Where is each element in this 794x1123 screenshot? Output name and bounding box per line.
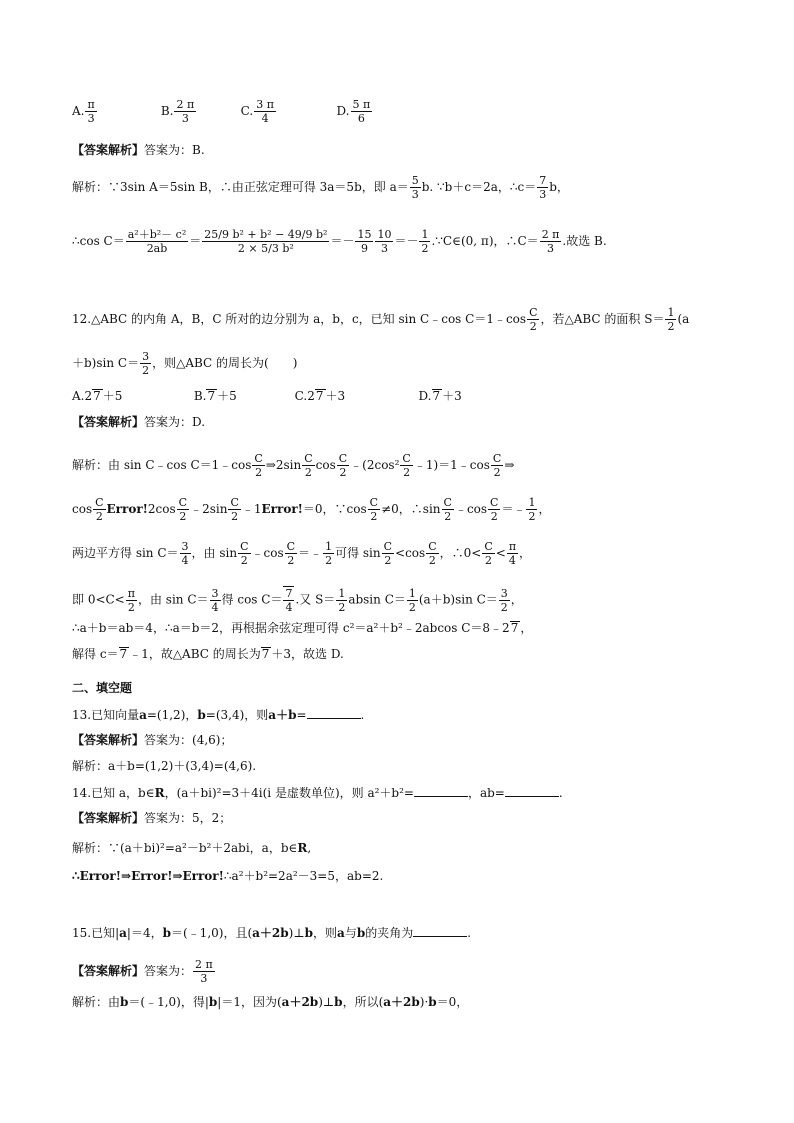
denominator: 2: [382, 553, 394, 567]
text: 14.已知 a，b∈: [72, 786, 155, 800]
numerator: C: [304, 452, 313, 465]
numerator: π: [127, 586, 135, 600]
fraction: [540, 228, 562, 255]
text: ＝－: [394, 234, 419, 248]
fraction: [193, 958, 215, 985]
answer-text: 答案为：5，2；: [144, 811, 232, 825]
text: 解析：∵(a＋bi)²=a²－b²＋2abi，a，b∈: [72, 841, 298, 855]
answer-label: 【答案解析】: [72, 811, 145, 825]
numerator: 5 π: [352, 98, 371, 111]
denominator: 2: [488, 509, 500, 523]
answer-text: 答案为：(4,6)；: [144, 733, 233, 747]
text: ，则△ABC 的周长为( ): [152, 356, 298, 370]
option-letter: D.: [418, 389, 432, 403]
fraction: [527, 306, 539, 333]
text: ﹣1: [241, 502, 262, 516]
fraction: [375, 228, 393, 255]
fraction: [202, 228, 329, 255]
denominator: 3: [85, 111, 96, 125]
numerator: C: [443, 496, 452, 509]
numerator: 3 π: [256, 98, 274, 111]
vector-expr: a＋2b: [383, 995, 420, 1009]
denominator: 2: [426, 553, 438, 567]
text: ＝(﹣1,0)，得|: [128, 995, 209, 1009]
denominator: 4: [181, 554, 189, 567]
fraction: [126, 587, 137, 614]
vector-b: b: [428, 995, 437, 1009]
q14-solution-line1: [72, 840, 311, 856]
numerator: 1: [408, 586, 416, 600]
option-letter: A.: [72, 104, 85, 118]
fraction: [337, 452, 349, 479]
denominator: 2: [142, 364, 150, 377]
fraction: [254, 98, 276, 125]
fraction: [482, 540, 494, 567]
q12-solution-line5: [72, 620, 532, 636]
numerator: π: [87, 98, 95, 111]
q11-options: [72, 98, 373, 125]
text: ，: [538, 502, 551, 516]
numerator: 7: [539, 174, 547, 187]
text: ＋3: [325, 389, 346, 403]
q14-solution-line2: [72, 868, 383, 884]
q12-solution-line4: [72, 586, 523, 614]
q15-answer: [72, 958, 216, 985]
denominator: 2: [527, 319, 539, 333]
numerator-sqrt: 7: [285, 587, 293, 600]
text: ＋5: [217, 389, 237, 403]
numerator: 5: [411, 174, 419, 187]
text: .: [558, 786, 563, 800]
text: ∴cos C＝: [72, 234, 125, 248]
option-letter: D.: [336, 104, 350, 118]
text: ＋3: [442, 389, 462, 403]
sqrt: 7: [315, 389, 324, 403]
text: 12.△ABC 的内角 A，B，C 所对的边分别为 a，b，c，已知 sin C﹣cos C＝1﹣cos: [72, 312, 527, 326]
text: .∵C∈(0, π)，∴C＝: [431, 234, 539, 248]
fraction: [336, 587, 347, 614]
text: ＋3，故选 D.: [271, 647, 344, 661]
numerator: C: [383, 540, 393, 553]
text: <cos: [395, 546, 426, 560]
denominator: 2: [285, 553, 297, 567]
text: ，: [519, 546, 532, 560]
numerator: C: [492, 452, 502, 465]
fraction: [351, 98, 373, 125]
text: ，若△ABC 的面积 S＝: [540, 312, 665, 326]
sqrt: 7: [261, 647, 270, 661]
numerator: C: [402, 452, 411, 465]
text: b，: [549, 180, 569, 194]
text: )⊥: [318, 995, 335, 1009]
denominator: 2: [408, 600, 416, 614]
vector-b: b: [304, 926, 314, 940]
denominator: 3: [411, 188, 419, 201]
vector-b: b: [162, 926, 171, 940]
text: ﹣1，故△ABC 的周长为: [129, 647, 261, 661]
fraction: [537, 174, 548, 201]
fraction: [210, 587, 221, 614]
text: )·: [419, 995, 429, 1009]
numerator: C: [178, 496, 188, 509]
q11-solution-line1: [72, 174, 569, 201]
denominator: 4: [254, 111, 276, 125]
text: 的夹角为: [365, 926, 414, 940]
answer-label: 【答案解析】: [72, 964, 145, 978]
text: (a＋b)sin C＝: [418, 592, 498, 607]
fraction: [368, 496, 380, 523]
q12-solution-line6: [72, 646, 344, 662]
q14-answer: [72, 810, 231, 826]
denominator: 3: [540, 241, 562, 255]
text: ＝0，∵cos: [302, 502, 367, 516]
answer-text: 答案为：D.: [144, 415, 206, 429]
numerator: C: [490, 496, 499, 509]
text: ＋b)sin C＝: [72, 356, 140, 370]
denominator: 4: [507, 553, 518, 567]
error-text: Error!: [261, 502, 303, 516]
numerator: 3: [181, 540, 189, 553]
q15-solution: [72, 994, 468, 1010]
numerator: π: [508, 540, 517, 553]
q12-stem-line1: [72, 306, 689, 333]
text: ﹣cos: [251, 546, 284, 560]
denominator: 2: [93, 509, 105, 523]
text: cos: [72, 502, 93, 516]
denominator: 4: [285, 601, 293, 614]
fraction: [526, 496, 537, 523]
denominator: 2: [482, 553, 494, 567]
vector-expr: a＋2b: [281, 995, 319, 1009]
text: 即 0<C<: [72, 592, 125, 607]
numerator: 1: [338, 586, 346, 600]
q12-option-a: [72, 388, 190, 404]
sqrt: 7: [432, 389, 441, 403]
denominator: 9: [355, 241, 373, 255]
q12-solution-line2: [72, 496, 551, 523]
fraction: [410, 174, 421, 201]
option-letter: B.: [160, 104, 174, 118]
fraction: [499, 587, 510, 614]
q12-option-b: [194, 388, 291, 404]
fraction: [126, 228, 189, 255]
text: 得 cos C＝: [221, 592, 283, 607]
text: absin C＝: [348, 592, 406, 607]
denominator: 3: [193, 971, 215, 985]
text: ，∴0<: [439, 546, 482, 560]
option-letter: C.2: [294, 389, 315, 403]
numerator: 1: [528, 496, 536, 509]
vector-a: a: [139, 708, 147, 722]
denominator: 4: [211, 600, 219, 614]
denominator: 3: [174, 111, 196, 125]
q11-solution-cos: [72, 228, 607, 255]
fraction: [407, 587, 418, 614]
text: ，(a＋bi)²=3＋4i(i 是虚数单位)，则 a²＋b²=: [164, 786, 414, 800]
error-text: Error!: [106, 502, 148, 516]
text: 与: [344, 926, 357, 940]
numerator: C: [240, 540, 249, 553]
text: 2cos: [147, 502, 176, 516]
q14-stem: [72, 784, 563, 801]
text: 两边平方得 sin C＝: [72, 546, 179, 560]
vector-b: b: [356, 926, 366, 940]
vector-b: b: [120, 995, 129, 1009]
real-set: R: [154, 786, 165, 800]
denominator: 2: [500, 600, 508, 614]
numerator: C: [428, 540, 437, 553]
fraction: [488, 496, 500, 523]
vector-b: b: [334, 995, 343, 1009]
text: b. ∵b＋c＝2a，∴c＝: [421, 180, 537, 194]
numerator: 1: [421, 228, 429, 241]
text: ﹣(2cos²: [350, 458, 400, 472]
q12-solution-line3: [72, 540, 531, 567]
fraction: [419, 228, 430, 255]
text: ＝﹣: [298, 546, 323, 560]
numerator: C: [254, 452, 263, 465]
denominator: 6: [351, 111, 373, 125]
numerator: 10: [377, 228, 392, 241]
vector-sum: a＋b: [268, 708, 297, 722]
fraction: [285, 540, 297, 567]
text: ＝－: [330, 234, 355, 248]
text: ，ab=: [467, 786, 505, 800]
q12-option-c: [295, 388, 415, 404]
answer-label: 【答案解析】: [72, 415, 145, 429]
answer-blank: [505, 784, 559, 797]
answer-blank: [414, 784, 468, 797]
vector-b: b: [197, 708, 206, 722]
text: ﹣2sin: [190, 502, 228, 516]
q11-option-d: [336, 98, 373, 125]
text: ，由 sin C＝: [137, 592, 209, 607]
text: 解得 c＝: [72, 647, 119, 661]
numerator: a²＋b²－ c²: [127, 228, 187, 241]
denominator: 2: [442, 509, 454, 523]
numerator: 1: [667, 306, 675, 319]
fraction: [323, 540, 334, 567]
numerator: 25/9 b² + b² − 49/9 b²: [204, 228, 328, 241]
real-set: R: [297, 841, 308, 855]
denominator: 2: [177, 509, 189, 523]
text: ﹣cos: [454, 502, 488, 516]
fraction: [400, 452, 412, 479]
text: |＝4，: [126, 926, 163, 940]
text: =: [296, 708, 307, 722]
text: ＝(﹣1,0)，且(: [171, 926, 253, 940]
fraction: [507, 540, 518, 567]
vector-expr: a＋2b: [252, 926, 289, 940]
denominator: 2: [421, 242, 429, 255]
text: ⇒: [504, 458, 515, 472]
numerator: 2 π: [195, 958, 213, 971]
fraction: [442, 496, 454, 523]
numerator: 15: [357, 228, 372, 241]
vector-a: a: [119, 926, 127, 940]
answer-blank: [307, 706, 361, 719]
text: ⇒2sin: [265, 458, 302, 472]
q13-stem: [72, 706, 364, 723]
numerator: 3: [500, 586, 508, 600]
text: 15.已知|: [72, 926, 120, 940]
text: |＝1，因为(: [217, 995, 282, 1009]
text: <: [495, 546, 506, 560]
numerator: 3: [142, 350, 150, 363]
text: 解析：由: [72, 995, 121, 1009]
fraction: [93, 496, 105, 523]
denominator: 2: [528, 510, 536, 523]
denominator: 2: [368, 509, 380, 523]
q13-solution: 解析：a＋b=(1,2)＋(3,4)=(4,6).: [72, 759, 257, 773]
numerator: C: [529, 306, 538, 319]
q15-stem: [72, 924, 471, 941]
text: ，所以(: [342, 995, 384, 1009]
denominator: 2: [337, 465, 349, 479]
q12-answer: [72, 414, 205, 430]
fraction: [302, 452, 314, 479]
q11-option-a: [72, 98, 157, 125]
numerator: 2 π: [176, 98, 195, 111]
text: ∴a＋b＝ab＝4，∴a＝b＝2，再根据余弦定理可得 c²＝a²＋b²﹣2abcos C＝8﹣2: [72, 621, 510, 635]
text: .: [467, 926, 472, 940]
fraction: [426, 540, 438, 567]
text: ，: [520, 621, 533, 635]
text: .又 S＝: [295, 592, 336, 607]
fraction: [177, 496, 189, 523]
q11-answer: [72, 142, 205, 158]
denominator: 2: [491, 465, 503, 479]
option-letter: C.: [240, 104, 254, 118]
answer-text: 答案为：B.: [144, 143, 205, 157]
denominator: 2: [228, 509, 240, 523]
section-title: 二、填空题: [72, 681, 133, 695]
text: (a: [677, 312, 690, 326]
denominator: 2: [325, 554, 333, 567]
numerator: C: [338, 452, 348, 465]
numerator: C: [484, 540, 493, 553]
text: cos: [315, 458, 336, 472]
sqrt: 7: [207, 389, 216, 403]
numerator: 2 π: [541, 228, 560, 241]
text: ∴a²＋b²=2a²－3=5，ab=2.: [223, 869, 384, 883]
option-letter: B.: [193, 389, 207, 403]
fraction: [140, 350, 151, 377]
answer-text: 答案为：: [144, 964, 193, 978]
q13-answer: [72, 732, 232, 748]
denominator: 2: [252, 465, 264, 479]
denominator: 2: [338, 600, 346, 614]
q12-solution-line1: [72, 452, 514, 479]
fraction: [382, 540, 394, 567]
text: ，则: [313, 926, 338, 940]
fraction: [85, 98, 96, 125]
answer-label: 【答案解析】: [72, 143, 145, 157]
text: ，由 sin: [191, 546, 238, 560]
numerator: C: [95, 496, 104, 509]
text: ﹣1)＝1﹣cos: [413, 458, 490, 472]
fraction: [665, 306, 676, 333]
q12-stem-line2: [72, 350, 297, 377]
text: 解析：∵3sin A＝5sin B，∴由正弦定理可得 3a＝5b，即 a＝: [72, 180, 409, 194]
denominator: 2ab: [126, 241, 189, 255]
fraction: [174, 98, 196, 125]
text: 解析：由 sin C﹣cos C＝1﹣cos: [72, 458, 252, 472]
option-letter: A.2: [72, 389, 93, 403]
denominator: 2: [400, 465, 412, 479]
q11-option-c: [241, 98, 333, 125]
text: 可得 sin: [335, 546, 381, 560]
text: .: [360, 708, 365, 722]
q11-option-b: [161, 98, 237, 125]
numerator: 3: [211, 586, 219, 600]
numerator: C: [286, 540, 296, 553]
denominator: 2: [126, 600, 137, 614]
vector-a: a: [337, 926, 345, 940]
text: ,: [307, 841, 312, 855]
text: =(1,2)，: [146, 708, 198, 722]
denominator: 3: [375, 241, 393, 255]
text: ＝﹣: [501, 502, 526, 516]
fraction: [228, 496, 240, 523]
text: ≠0，∴sin: [381, 502, 441, 516]
error-text: ∴Error!⇒Error!⇒Error!: [72, 869, 224, 883]
fraction: [491, 452, 503, 479]
denominator: 2: [667, 320, 675, 333]
denominator: 3: [539, 188, 547, 201]
fraction: [252, 452, 264, 479]
fraction: [283, 586, 294, 614]
text: ＋5: [102, 389, 123, 403]
text: =(3,4)，则: [205, 708, 269, 722]
denominator: 2 × 5/3 b²: [202, 241, 329, 255]
q12-option-d: [418, 388, 461, 404]
fraction: [238, 540, 250, 567]
answer-label: 【答案解析】: [72, 733, 145, 747]
denominator: 2: [302, 465, 314, 479]
text: ，: [510, 592, 523, 607]
vector-b: b: [208, 995, 218, 1009]
fraction: [355, 228, 373, 255]
fraction: [180, 540, 191, 567]
answer-blank: [413, 924, 467, 937]
text: )⊥: [288, 926, 305, 940]
sqrt: 7: [510, 621, 519, 635]
sqrt: 7: [93, 389, 101, 403]
text: ＝: [189, 234, 202, 248]
text: 13.已知向量: [72, 708, 140, 722]
text: .故选 B.: [562, 234, 607, 248]
numerator: 1: [325, 540, 333, 553]
numerator: C: [230, 496, 239, 509]
numerator: C: [369, 496, 379, 509]
text: ＝0，: [436, 995, 469, 1009]
denominator: 2: [238, 553, 250, 567]
sqrt: 7: [119, 647, 128, 661]
q12-options: [72, 388, 462, 404]
